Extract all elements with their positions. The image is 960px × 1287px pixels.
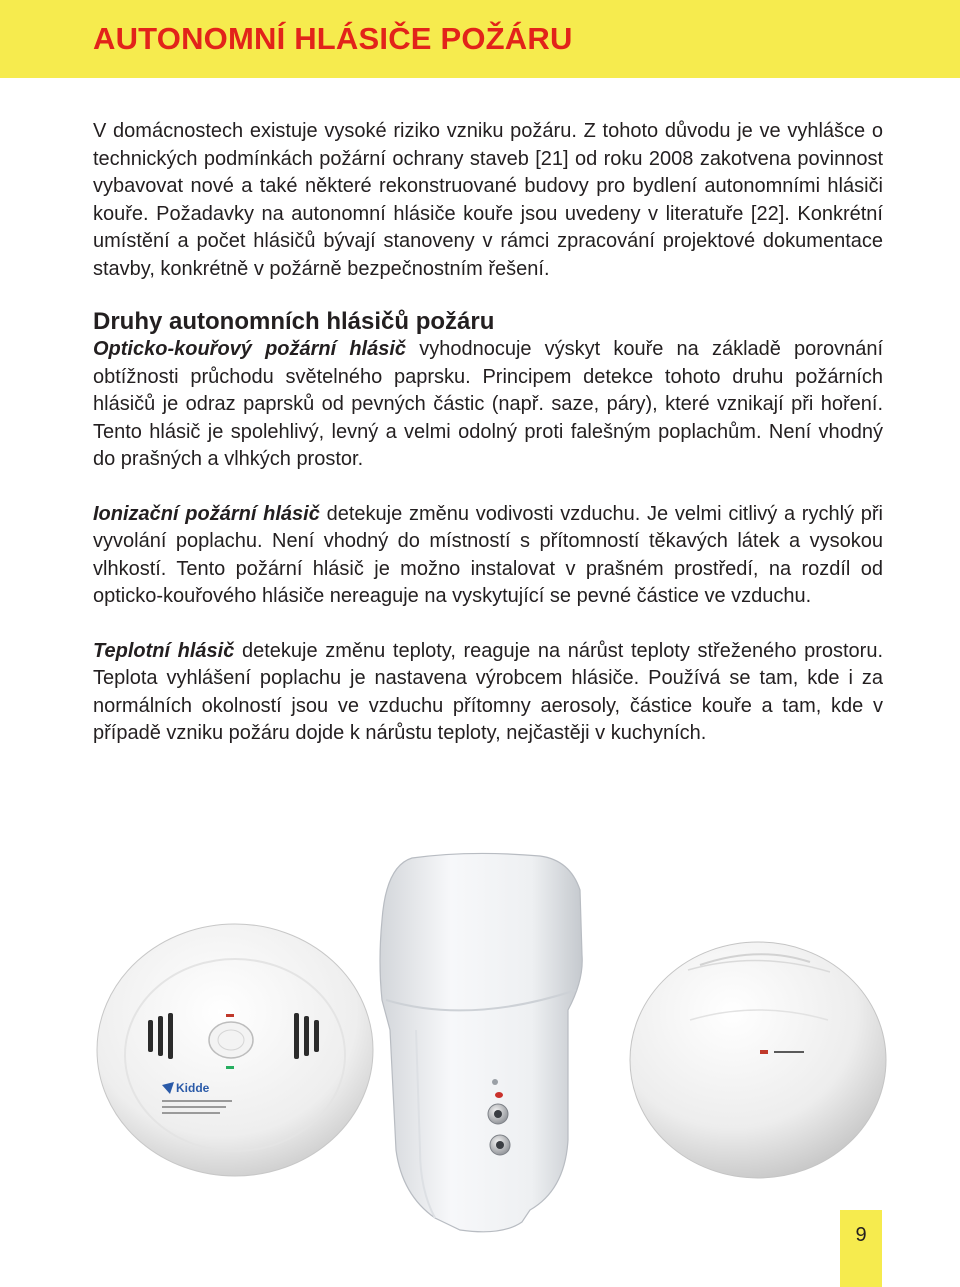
heat-detector-term: Teplotní hlásič (93, 639, 235, 662)
heat-detector-text: detekuje změnu teploty, reaguje na nárůst teploty střeženého prostoru. Teplota vyhlášení poplachu je nastavena výrobcem hlásiče. Používá se tam, kde i za normálních okolností jsou ve vzduchu přítomny aerosoly, částice kouře a tam, kde v případě vzniku požáru dojde k nárůstu teploty, nejčastěji v kuchyních. (93, 639, 884, 744)
page-title: AUTONOMNÍ HLÁSIČE POŽÁRU (93, 21, 573, 56)
main-content (93, 118, 883, 748)
heat-detector-photo (630, 942, 886, 1178)
detectors-photo (90, 850, 890, 1280)
ionization-detector-text: detekuje změnu vodivosti vzduchu. Je velmi citlivý a rychlý při vyvolání poplachu. Není vhodný do místností s přítomností těkavých látek a vysokou vlhkostí. Tento požární hlásič je možno instalovat v prašném prostředí, na rozdíl od opticko-kouřového hlásiče nereaguje na vyskytující se pevné částice ve vzduchu. (93, 502, 883, 607)
optical-detector-text: vyhodnocuje výskyt kouře na základě porovnání obtížnosti průchodu světelného paprsku. Principem detekce tohoto druhu požárních hlásičů je odraz paprsků od pevných částic (např. saze, páry), které vznikají při hoření. Tento hlásič je spolehlivý, levný a velmi odolný proti falešným poplachům. Není vhodný do prašných a vlhkých prostor. (93, 338, 883, 470)
page-number: 9 (855, 1224, 867, 1246)
page-number-tab (840, 1210, 882, 1287)
gas-detector (380, 853, 582, 1231)
kidde-detector (97, 924, 373, 1176)
heat-detector-paragraph (93, 638, 883, 748)
ionization-detector-term: Ionizační požární hlásič (93, 502, 320, 525)
kidde-brand-label: Kidde (176, 1081, 210, 1095)
optical-detector-paragraph (93, 336, 883, 474)
section-heading: Druhy autonomních hlásičů požáru (93, 308, 495, 335)
ionization-detector-paragraph (93, 501, 883, 611)
intro-paragraph: V domácnostech existuje vysoké riziko vzniku požáru. Z tohoto důvodu je ve vyhlášce o technických podmínkách požární ochrany staveb [21] od roku 2008 zakotvena povinnost vybavovat nové a také některé rekonstruované budovy pro bydlení autonomními hlásiči kouře. Požadavky na autonomní hlásiče kouře jsou uvedeny v literatuře [22]. Konkrétní umístění a počet hlásičů bývají stanoveny v rámci zpracování projektové dokumentace stavby, konkrétně v požárně bezpečnostním řešení. (93, 120, 883, 280)
optical-detector-term: Opticko-kouřový požární hlásič (93, 338, 407, 360)
title-band (0, 0, 960, 78)
